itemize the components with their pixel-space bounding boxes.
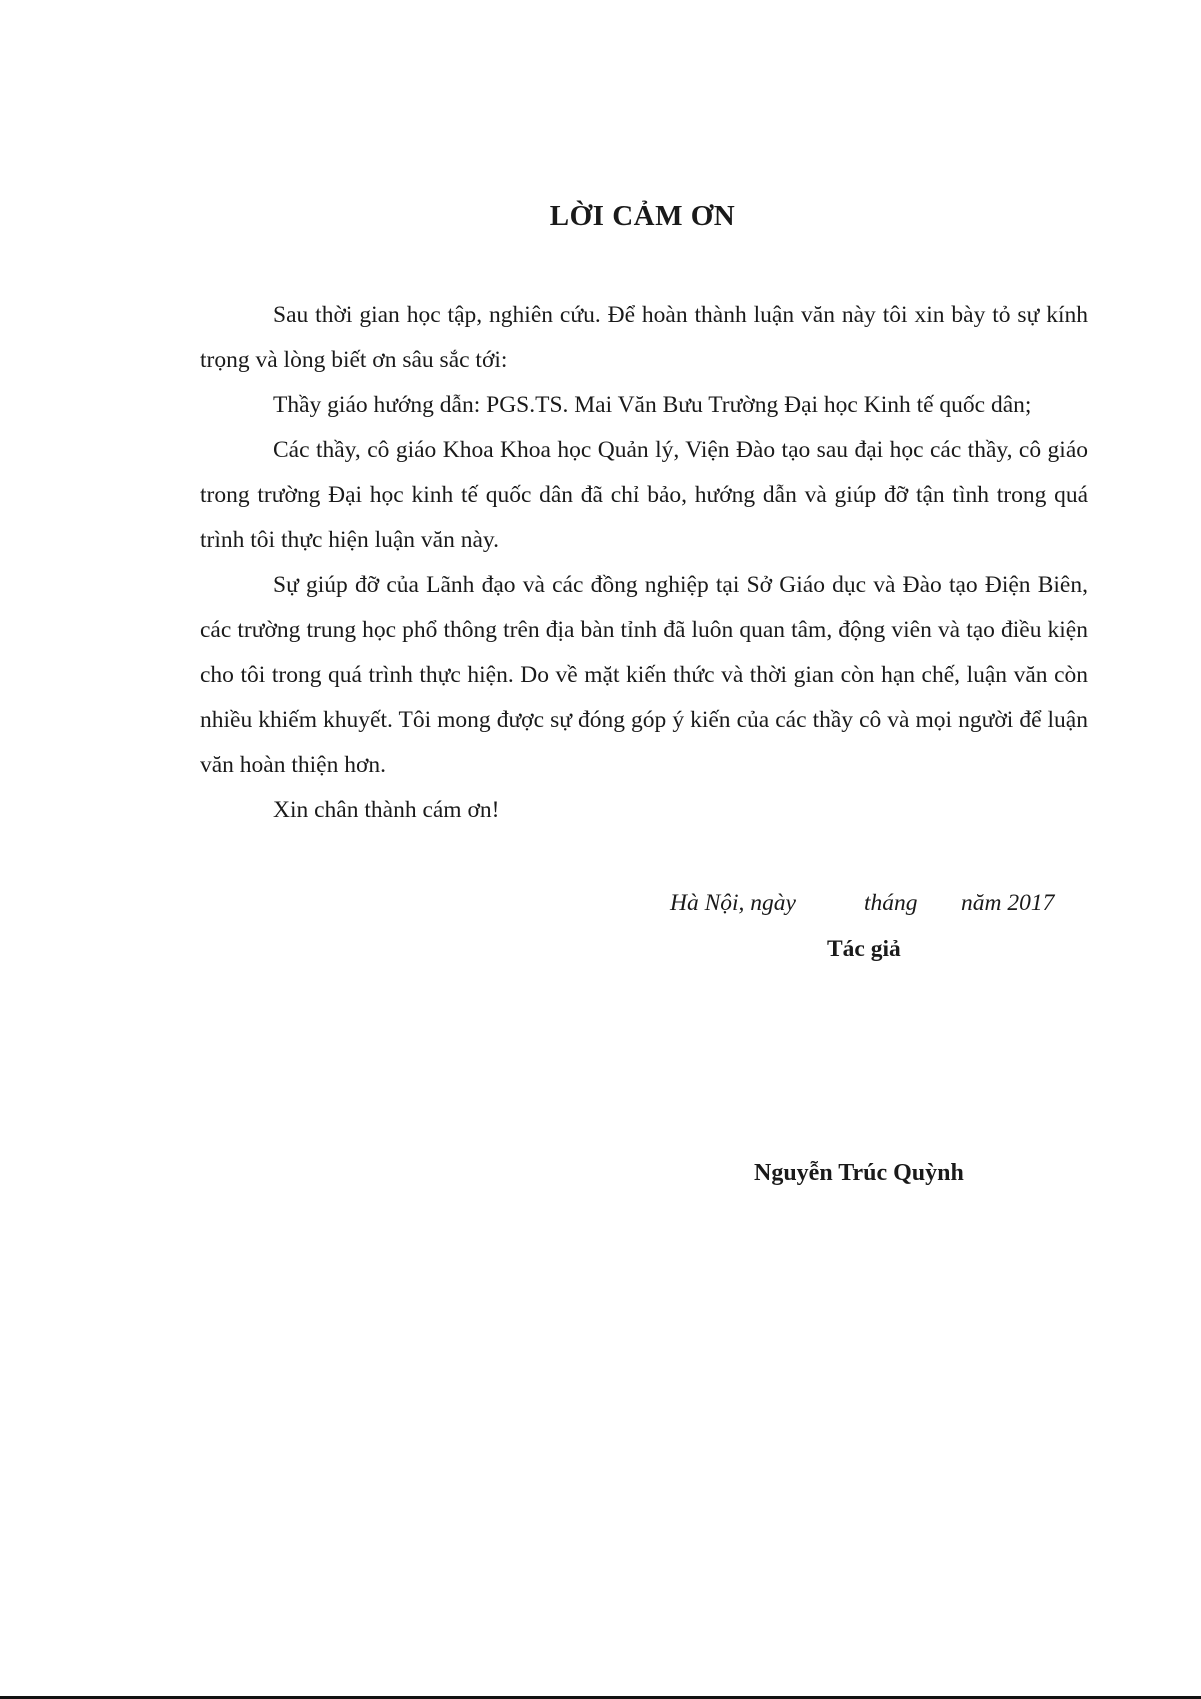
date-line xyxy=(670,883,1080,923)
author-role: Tác giả xyxy=(827,936,901,962)
date-month: tháng xyxy=(864,890,918,916)
paragraph-advisor: Thầy giáo hướng dẫn: PGS.TS. Mai Văn Bưu Trường Đại học Kinh tế quốc dân; xyxy=(273,392,1032,418)
author-name: Nguyễn Trúc Quỳnh xyxy=(754,1160,964,1186)
date-place-day: Hà Nội, ngày xyxy=(670,890,796,916)
page-title: LỜI CẢM ƠN xyxy=(549,200,736,232)
acknowledgement-body xyxy=(200,293,1088,833)
paragraph-thanks: Xin chân thành cám ơn! xyxy=(273,797,500,823)
paragraph-faculty: Các thầy, cô giáo Khoa Khoa học Quản lý, Viện Đào tạo sau đại học các thầy, cô giáo trong trường Đại học kinh tế quốc dân đã chỉ bảo, hướng dẫn và giúp đỡ tận tình trong quá trình tôi thực hiện luận văn này. xyxy=(200,437,1088,553)
paragraph-colleagues: Sự giúp đỡ của Lãnh đạo và các đồng nghiệp tại Sở Giáo dục và Đào tạo Điện Biên, các trường trung học phổ thông trên địa bàn tỉnh đã luôn quan tâm, động viên và tạo điều kiện cho tôi trong quá trình thực hiện. Do về mặt kiến thức và thời gian còn hạn chế, luận văn còn nhiều khiếm khuyết. Tôi mong được sự đóng góp ý kiến của các thầy cô và mọi người để luận văn hoàn thiện hơn. xyxy=(200,572,1088,778)
paragraph-intro: Sau thời gian học tập, nghiên cứu. Để hoàn thành luận văn này tôi xin bày tỏ sự kính trọng và lòng biết ơn sâu sắc tới: xyxy=(200,302,1088,373)
date-year: năm 2017 xyxy=(961,890,1055,916)
